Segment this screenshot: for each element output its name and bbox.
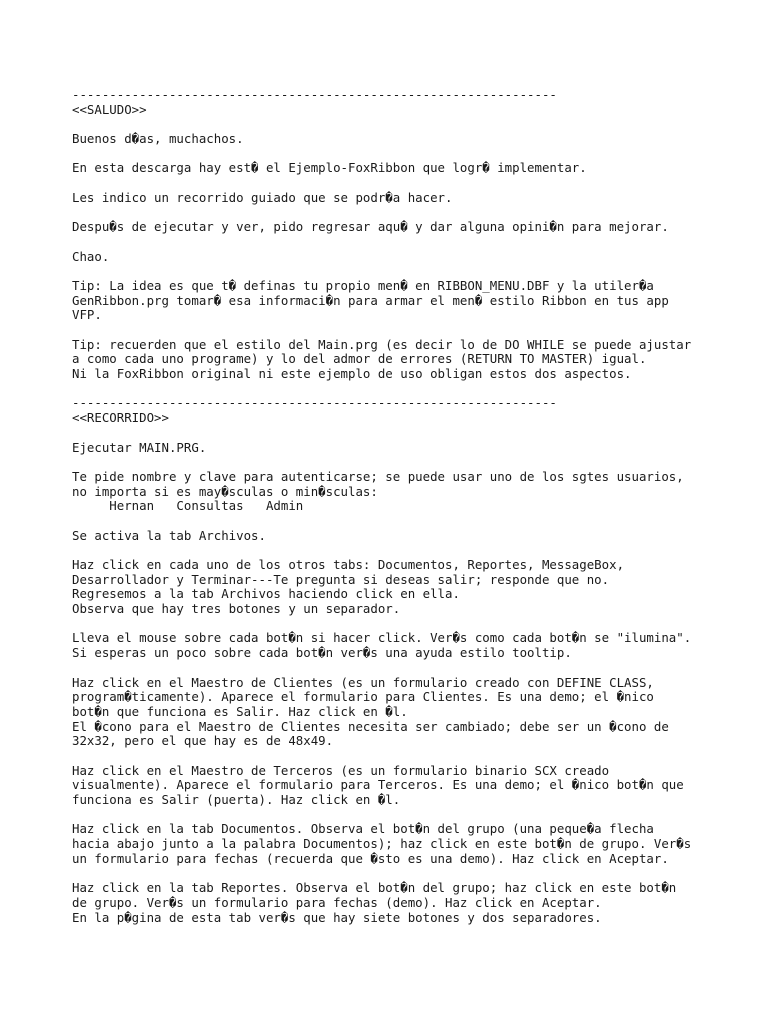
text-line: <<SALUDO>>: [72, 101, 147, 117]
text-line: Observa que hay tres botones y un separador.: [72, 601, 401, 617]
blank-line: [72, 235, 732, 250]
text-line: Despu�s de ejecutar y ver, pido regresar aqu� y dar alguna opini�n para mejorar.: [72, 219, 669, 235]
text-line: Regresemos a la tab Archivos haciendo click en ella.: [72, 586, 460, 602]
text-line: Haz click en la tab Documentos. Observa el bot�n del grupo (una peque�a flecha: [72, 821, 654, 837]
text-line: program�ticamente). Aparece el formulario para Clientes. Es una demo; el �nico: [72, 689, 654, 705]
paragraph: [72, 132, 732, 147]
text-line: Tip: La idea es que t� definas tu propio men� en RIBBON_MENU.DBF y la utiler�a: [72, 277, 654, 293]
paragraph: [72, 558, 732, 617]
blank-line: [72, 455, 732, 470]
text-line: funciona es Salir (puerta). Haz click en �l.: [72, 792, 401, 807]
paragraph: [72, 441, 732, 456]
text-line: Lleva el mouse sobre cada bot�n si hacer click. Ver�s como cada bot�n se "ilumina".: [72, 630, 692, 646]
paragraph: [72, 338, 732, 382]
paragraph: [72, 161, 732, 176]
text-line: hacia abajo junto a la palabra Documentos); haz click en este bot�n de grupo. Ver�s: [72, 836, 692, 852]
text-line: Ejecutar MAIN.PRG.: [72, 439, 207, 455]
text-line: Te pide nombre y clave para autenticarse; se puede usar uno de los sgtes usuarios,: [72, 468, 684, 484]
text-line: Les indico un recorrido guiado que se podr�a hacer.: [72, 189, 453, 205]
text-line: En la p�gina de esta tab ver�s que hay siete botones y dos separadores.: [72, 909, 602, 925]
paragraph: [72, 220, 732, 235]
blank-line: [72, 514, 732, 529]
blank-line: [72, 382, 732, 397]
text-line: Se activa la tab Archivos.: [72, 527, 266, 543]
section-separator: [72, 88, 732, 103]
section-heading: [72, 103, 732, 118]
text-line: Buenos d�as, muchachos.: [72, 131, 244, 147]
text-line: Haz click en el Maestro de Clientes (es un formulario creado con DEFINE CLASS,: [72, 674, 654, 690]
paragraph: [72, 676, 732, 749]
paragraph: [72, 279, 732, 323]
paragraph: [72, 764, 732, 808]
paragraph: [72, 822, 732, 866]
paragraph: [72, 529, 732, 544]
blank-line: [72, 147, 732, 162]
text-line: Tip: recuerden que el estilo del Main.prg (es decir lo de DO WHILE se puede ajustar: [72, 336, 692, 352]
blank-line: [72, 426, 732, 441]
paragraph: [72, 881, 732, 925]
document-page: [72, 88, 732, 925]
section-separator: [72, 396, 732, 411]
blank-line: [72, 866, 732, 881]
blank-line: [72, 206, 732, 221]
text-line: a como cada uno programe) y lo del admor de errores (RETURN TO MASTER) igual.: [72, 351, 647, 367]
section-heading: [72, 411, 732, 426]
paragraph: [72, 250, 732, 265]
text-line: Hernan Consultas Admin: [72, 498, 304, 514]
paragraph: [72, 631, 732, 660]
blank-line: [72, 543, 732, 558]
blank-line: [72, 323, 732, 338]
text-line: no importa si es may�sculas o min�sculas:: [72, 483, 378, 499]
blank-line: [72, 808, 732, 823]
text-line: de grupo. Ver�s un formulario para fechas (demo). Haz click en Aceptar.: [72, 894, 602, 910]
text-line: Haz click en el Maestro de Terceros (es un formulario binario SCX creado: [72, 762, 610, 778]
text-line: GenRibbon.prg tomar� esa informaci�n para armar el men� estilo Ribbon en tus app: [72, 292, 669, 308]
blank-line: [72, 264, 732, 279]
text-line: 32x32, pero el que hay es de 48x49.: [72, 733, 334, 749]
text-line: -----------------------------------------------------------------: [72, 395, 557, 411]
text-line: En esta descarga hay est� el Ejemplo-FoxRibbon que logr� implementar.: [72, 160, 587, 176]
text-line: Desarrollador y Terminar---Te pregunta si deseas salir; responde que no.: [72, 571, 610, 587]
text-line: -----------------------------------------------------------------: [72, 87, 557, 102]
blank-line: [72, 117, 732, 132]
text-line: Haz click en la tab Reportes. Observa el bot�n del grupo; haz click en este bot�n: [72, 880, 677, 896]
blank-line: [72, 749, 732, 764]
paragraph: [72, 470, 732, 514]
text-line: un formulario para fechas (recuerda que �sto es una demo). Haz click en Aceptar.: [72, 850, 669, 866]
text-line: visualmente). Aparece el formulario para Terceros. Es una demo; el �nico bot�n que: [72, 777, 684, 793]
text-line: Si esperas un poco sobre cada bot�n ver�s una ayuda estilo tooltip.: [72, 645, 572, 661]
text-line: Haz click en cada uno de los otros tabs: Documentos, Reportes, MessageBox,: [72, 557, 625, 572]
text-line: bot�n que funciona es Salir. Haz click en �l.: [72, 703, 408, 719]
text-line: El �cono para el Maestro de Clientes necesita ser cambiado; debe ser un �cono de: [72, 718, 669, 734]
blank-line: [72, 617, 732, 632]
paragraph: [72, 191, 732, 206]
blank-line: [72, 661, 732, 676]
text-line: Chao.: [72, 248, 110, 264]
text-line: VFP.: [72, 307, 102, 323]
blank-line: [72, 176, 732, 191]
text-line: Ni la FoxRibbon original ni este ejemplo de uso obligan estos dos aspectos.: [72, 366, 632, 382]
text-line: <<RECORRIDO>>: [72, 410, 169, 426]
